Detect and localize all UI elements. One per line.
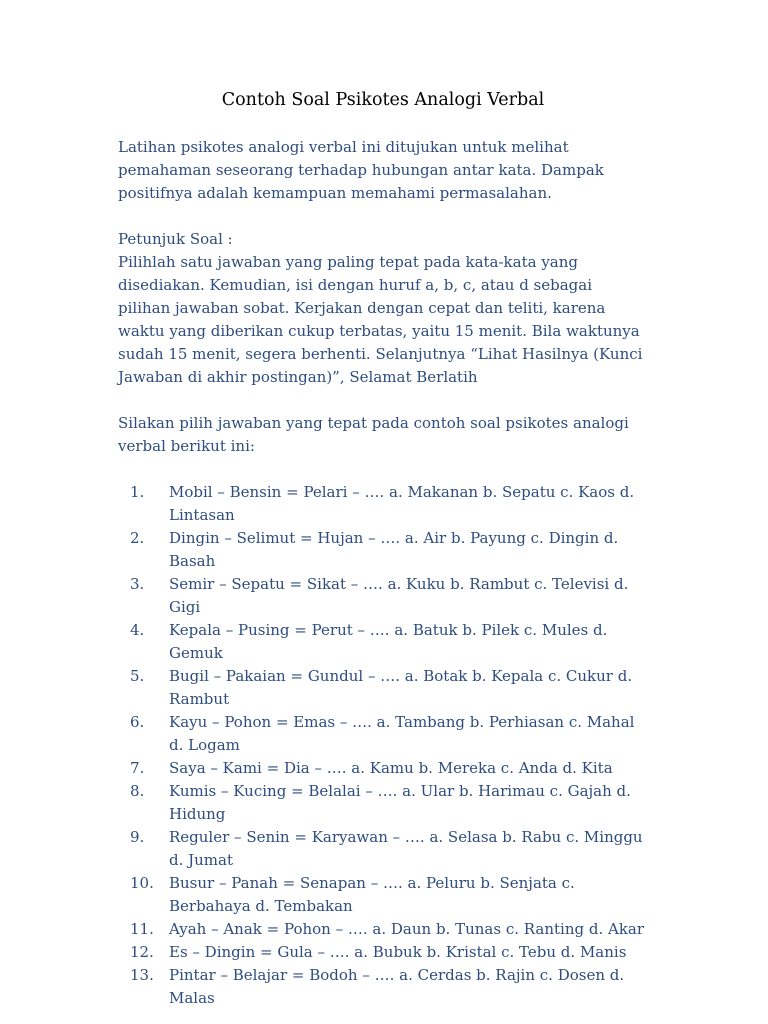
- question-number: 13.: [130, 966, 154, 984]
- instructions-heading: Petunjuk Soal :: [118, 230, 233, 248]
- question-text: Mobil – Bensin = Pelari – …. a. Makanan b. Sepatu c. Kaos d. Lintasan: [169, 483, 635, 524]
- list-item: [130, 872, 648, 918]
- question-text: Dingin – Selimut = Hujan – …. a. Air b. Payung c. Dingin d. Basah: [169, 529, 619, 570]
- question-number: 7.: [130, 759, 145, 777]
- question-number: 5.: [130, 667, 145, 685]
- list-item: [130, 573, 648, 619]
- question-text: Kumis – Kucing = Belalai – …. a. Ular b. Harimau c. Gajah d. Hidung: [169, 782, 631, 823]
- question-text: Ayah – Anak = Pohon – …. a. Daun b. Tunas c. Ranting d. Akar: [169, 920, 645, 938]
- question-number: 8.: [130, 782, 145, 800]
- question-text: Busur – Panah = Senapan – …. a. Peluru b. Senjata c. Berbahaya d. Tembakan: [169, 874, 575, 915]
- question-number: 1.: [130, 483, 145, 501]
- question-number: 9.: [130, 828, 145, 846]
- question-text: Kepala – Pusing = Perut – …. a. Batuk b. Pilek c. Mules d. Gemuk: [169, 621, 608, 662]
- question-text: Pintar – Belajar = Bodoh – …. a. Cerdas b. Rajin c. Dosen d. Malas: [169, 966, 625, 1007]
- question-list: [118, 481, 648, 1010]
- list-item: [130, 964, 648, 1010]
- question-number: 10.: [130, 874, 154, 892]
- list-item: [130, 757, 648, 780]
- list-item: [130, 918, 648, 941]
- question-number: 2.: [130, 529, 145, 547]
- intro-paragraph: Latihan psikotes analogi verbal ini ditujukan untuk melihat pemahaman seseorang terhadap hubungan antar kata. Dampak positifnya adalah kemampuan memahami permasalahan.: [118, 138, 604, 202]
- list-item: [130, 941, 648, 964]
- question-number: 11.: [130, 920, 154, 938]
- list-item: [130, 481, 648, 527]
- list-item: [130, 826, 648, 872]
- questions-prompt: Silakan pilih jawaban yang tepat pada contoh soal psikotes analogi verbal berikut ini:: [118, 414, 629, 455]
- question-number: 4.: [130, 621, 145, 639]
- list-item: [130, 665, 648, 711]
- question-text: Reguler – Senin = Karyawan – …. a. Selasa b. Rabu c. Minggu d. Jumat: [169, 828, 643, 869]
- list-item: [130, 711, 648, 757]
- question-text: Semir – Sepatu = Sikat – …. a. Kuku b. Rambut c. Televisi d. Gigi: [169, 575, 629, 616]
- list-item: [130, 527, 648, 573]
- question-text: Saya – Kami = Dia – …. a. Kamu b. Mereka c. Anda d. Kita: [169, 759, 613, 777]
- list-item: [130, 619, 648, 665]
- instructions-body: Pilihlah satu jawaban yang paling tepat pada kata-kata yang disediakan. Kemudian, isi dengan huruf a, b, c, atau d sebagai pilihan jawaban sobat. Kerjakan dengan cepat dan teliti, karena waktu yang diberikan cukup terbatas, yaitu 15 menit. Bila waktunya sudah 15 menit, segera berhenti. Selanjutnya “Lihat Hasilnya (Kunci Jawaban di akhir postingan)”, Selamat Berlatih: [118, 253, 643, 386]
- question-number: 6.: [130, 713, 145, 731]
- list-item: [130, 780, 648, 826]
- document-title: Contoh Soal Psikotes Analogi Verbal: [221, 90, 545, 110]
- question-text: Kayu – Pohon = Emas – …. a. Tambang b. Perhiasan c. Mahal d. Logam: [169, 713, 635, 754]
- question-number: 12.: [130, 943, 154, 961]
- document-body: [118, 136, 648, 1010]
- question-text: Bugil – Pakaian = Gundul – …. a. Botak b. Kepala c. Cukur d. Rambut: [169, 667, 633, 708]
- question-text: Es – Dingin = Gula – …. a. Bubuk b. Kristal c. Tebu d. Manis: [169, 943, 627, 961]
- question-number: 3.: [130, 575, 145, 593]
- instructions-section: [118, 228, 648, 389]
